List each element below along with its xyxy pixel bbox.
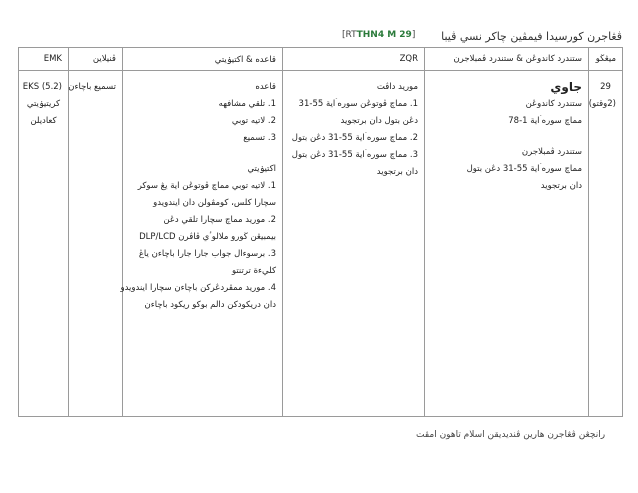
col-objectives-header: ZQR — [283, 48, 425, 71]
activity-gap — [129, 147, 276, 161]
standards-line: مماچ سوره ۤاية 55-31 دڠن بتول — [466, 164, 582, 174]
document-footer: رانچڠن ڤڠاجرن هارين ڤنديديقن اسلام تاهون امڤت — [416, 430, 606, 440]
activity-line: 2. موريد مماچ سچارا تلقي دڠن — [163, 215, 276, 225]
standards-gap — [431, 130, 582, 144]
table-header-row — [19, 48, 623, 71]
activity-line: 1. لاتيه توبي مماچ ڤوتوڠن اية يڠ سوکر — [137, 181, 276, 191]
objective-line: دان برتجويد — [376, 167, 418, 177]
week-number: 29 — [600, 82, 611, 92]
activity-line: کليءة ترتنتو — [231, 266, 276, 276]
objective-line: 2. مماچ سوره ۤاية 55-31 دڠن بتول — [291, 133, 418, 143]
standards-line: جاوي — [550, 80, 582, 94]
code-suffix: ] — [411, 30, 416, 40]
objective-line: 1. مماچ ڤوتوڠن سوره ۤاية 55-31 — [298, 99, 418, 109]
document-title: ڤڠاجرن کورسيدا فيمڤين چاکر نسي ڤيبا — [441, 30, 622, 43]
col-assessment-header: ڤنيلاين — [69, 48, 123, 71]
objective-line: 3. مماچ سوره ۤاية 55-31 دڠن بتول — [291, 150, 418, 160]
col-week-header: ميڠڬو — [589, 48, 623, 71]
emk-line: کريتيۏيتي — [26, 99, 61, 109]
code-main: THN4 M 29 — [356, 30, 412, 40]
document-code — [342, 30, 415, 40]
activity-line: سچارا کلس، کومڤولن دان ايندويدو — [153, 198, 276, 208]
activity-line: دان دريکودکن دالم بوکو ريکود باچاءن — [144, 300, 276, 310]
objective-line: دڠن بتول دان برتجويد — [340, 116, 418, 126]
code-prefix: [RT — [342, 30, 357, 40]
col-emk-header: EMK — [19, 48, 69, 71]
week-cell — [589, 71, 623, 417]
emk-line: کعاديلن — [30, 116, 57, 126]
activity-line: قاعده — [255, 82, 276, 92]
activity-line: اکتيۏيتي — [247, 164, 276, 174]
activity-line: 1. تلقي مشافهه — [218, 99, 276, 109]
assessment-cell — [69, 71, 123, 417]
activity-line: 3. تسميع — [243, 133, 276, 143]
activity-line: بيمبيڠن ڬورو ملالوٴي ڤاڤرن DLP/LCD — [139, 232, 276, 242]
emk-line: EKS (5.2) — [22, 82, 62, 92]
col-activities-header: قاعده & اکتيۏيتي — [123, 48, 283, 71]
table-row — [19, 71, 623, 417]
assessment-line: تسميع باچاءن — [68, 82, 116, 92]
standards-line: ستندرد کاندوڠن — [525, 99, 582, 109]
col-standards-header: ستندرد کاندوڠن & ستندرد ڤمبلاجرن — [425, 48, 589, 71]
emk-cell — [19, 71, 69, 417]
standards-line: دان برتجويد — [540, 181, 582, 191]
week-duration: (2وقتو) — [588, 99, 616, 109]
activities-cell — [120, 71, 283, 417]
activity-line: 2. لاتيه توبي — [231, 116, 276, 126]
objectives-cell — [283, 71, 425, 417]
standards-line: مماچ سوره ۤاية 1-78 — [508, 116, 582, 126]
lesson-plan-table — [18, 47, 623, 417]
activity-line: 4. موريد ممڤردڠرکن باچاءن سچارا ايندويدو — [120, 283, 276, 293]
objective-line: موريد داڤت — [376, 82, 418, 92]
activity-line: 3. برسوءال جواب جارا جارا باچاءن ياڠ — [138, 249, 276, 259]
standards-cell — [425, 71, 589, 417]
standards-line: ستندرد ڤمبلاجرن — [521, 147, 582, 157]
